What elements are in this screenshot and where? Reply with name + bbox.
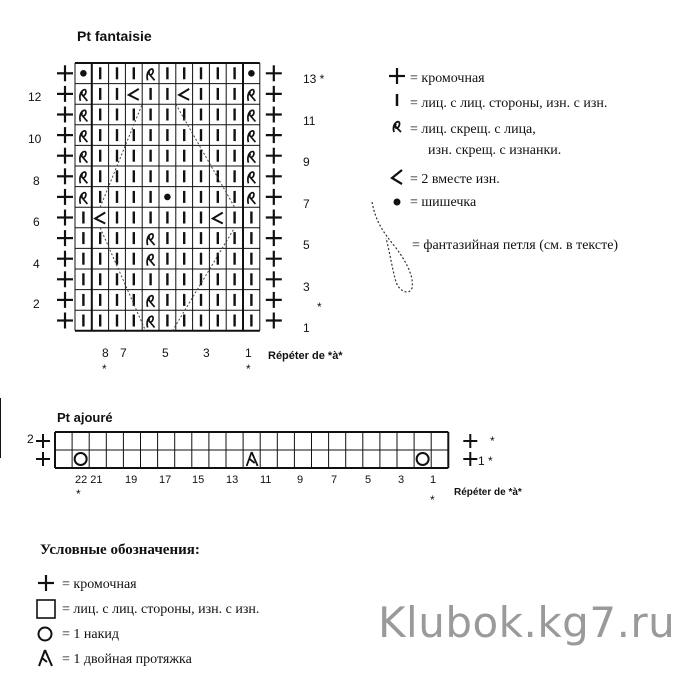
legend1-text-6: = фантазийная петля (см. в тексте) (412, 238, 619, 253)
chart2-grid (30, 428, 480, 476)
col-star-left: * (102, 362, 107, 376)
col-label-7: 7 (120, 346, 127, 360)
legend2-heading: Условные обозначения: (40, 542, 200, 558)
row-label-6: 6 (33, 215, 40, 229)
chart2-col-22-21: 22 21 (75, 474, 103, 486)
watermark-logo: Klubok.kg7.ru (378, 598, 676, 647)
legend1-text-1: = лиц. с лиц. стороны, изн. с изн. (410, 96, 608, 111)
chart2-col-3: 3 (398, 474, 405, 486)
legend1-text-2: = лиц. скрещ. с лица, (410, 122, 536, 137)
legend2-text-1: = лиц. с лиц. стороны, изн. с изн. (62, 602, 260, 617)
chart2-col-17: 17 (159, 474, 172, 486)
legend1-text-5: = шишечка (410, 195, 477, 210)
k2tog-purl-icon (392, 170, 402, 184)
row-label-5: 5 (303, 238, 310, 252)
legend2-text-3: = 1 двойная протяжка (62, 652, 192, 667)
chart2-col-1: 1 (430, 474, 437, 486)
double-decrease-icon (39, 650, 52, 666)
row-label-11: 11 (303, 114, 316, 128)
chart1-title: Pt fantaisie (77, 28, 152, 44)
repeat-text-1: Répéter de *à* (268, 350, 343, 362)
empty-square-icon (37, 600, 55, 618)
col-label-5: 5 (162, 346, 169, 360)
col-label-1: 1 (245, 346, 252, 360)
legend2-icons (34, 572, 58, 672)
chart2-col-star-left: * (76, 487, 81, 501)
row-label-13: 13 * (303, 72, 325, 86)
legend2-text-2: = 1 накид (62, 627, 120, 642)
chart2-col-15: 15 (192, 474, 205, 486)
edge-stitch-icon (389, 68, 405, 84)
row-label-4: 4 (33, 257, 40, 271)
chart2-col-7: 7 (331, 474, 338, 486)
col-star-right: * (246, 362, 251, 376)
twisted-stitch-icon (393, 122, 401, 132)
left-divider (0, 398, 1, 458)
chart2-row-label-1: 1 * (478, 454, 493, 468)
legend1-text-0: = кромочная (410, 71, 485, 86)
yarn-over-icon (39, 628, 52, 641)
chart2-col-5: 5 (365, 474, 372, 486)
legend1-text-4: = 2 вместе изн. (410, 172, 500, 187)
star-right: * (317, 300, 322, 314)
legend1-text-3: изн. скрещ. с изнанки. (428, 143, 562, 158)
row-label-1: 1 (303, 321, 310, 335)
row-label-8: 8 (33, 174, 40, 188)
chart2-col-star-right: * (430, 493, 435, 507)
row-label-12: 12 (28, 90, 42, 104)
row-label-3: 3 (303, 280, 310, 294)
row-label-2: 2 (33, 297, 40, 311)
chart2-star-top: * (490, 434, 495, 448)
chart2-col-9: 9 (297, 474, 304, 486)
row-label-7: 7 (303, 197, 310, 211)
chart1-grid (45, 58, 295, 343)
edge-stitch-icon (38, 575, 54, 591)
row-label-10: 10 (28, 132, 42, 146)
chart2-col-11: 11 (260, 474, 272, 486)
repeat-text-2: Répéter de *à* (454, 487, 522, 498)
chart2-row-label-2: 2 (27, 432, 34, 446)
chart2-col-13: 13 (226, 474, 239, 486)
chart2-col-19: 19 (125, 474, 138, 486)
chart2-title: Pt ajouré (57, 410, 113, 425)
row-label-9: 9 (303, 155, 310, 169)
legend2-text-0: = кромочная (62, 577, 137, 592)
col-label-8: 8 (102, 346, 109, 360)
col-label-3: 3 (203, 346, 210, 360)
